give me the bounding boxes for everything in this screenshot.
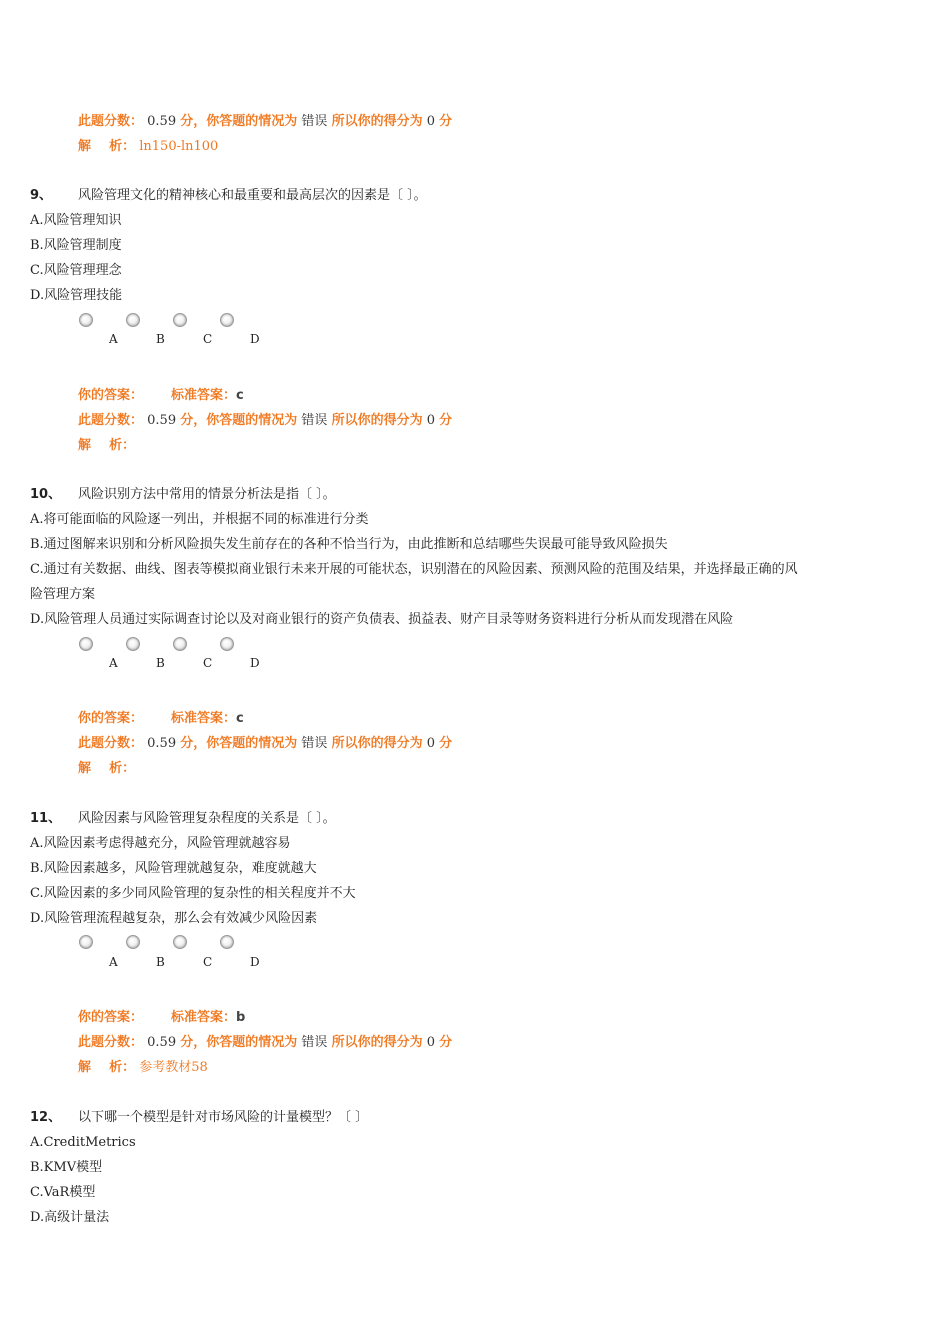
radio-label-d: D (250, 332, 260, 346)
analysis-line: 解 析： (78, 761, 136, 776)
radio-b[interactable] (126, 637, 140, 651)
option: D.高级计量法 (30, 1210, 110, 1225)
radio-c[interactable] (173, 637, 187, 651)
option: A.将可能面临的风险逐一列出，并根据不同的标准进行分类 (30, 512, 369, 527)
option: B.KMV模型 (30, 1160, 103, 1175)
radio-d[interactable] (220, 935, 234, 949)
option: D.风险管理流程越复杂，那么会有效减少风险因素 (30, 911, 318, 926)
question-9 (30, 187, 427, 205)
question-text: 以下哪一个模型是针对市场风险的计量模型？〔 〕 (78, 1110, 369, 1125)
option: A.风险因素考虑得越充分，风险管理就越容易 (30, 836, 291, 851)
answer-line (78, 387, 244, 405)
score-label: 此题分数： (78, 114, 144, 129)
option: B.风险因素越多，风险管理就越复杂，难度就越大 (30, 861, 317, 876)
question-12 (30, 1109, 368, 1127)
situation-value: 错误 (301, 114, 328, 129)
std-answer-label: 标准答案： (171, 388, 237, 403)
your-answer-label: 你的答案： (78, 388, 144, 403)
analysis-line: 解 析： (78, 438, 136, 453)
question-text: 风险识别方法中常用的情景分析法是指〔 〕。 (78, 487, 336, 502)
question-number: 11、 (30, 811, 62, 826)
analysis-line: 解 析： 参考教材58 (78, 1060, 208, 1075)
option: C.通过有关数据、曲线、图表等模拟商业银行未来开展的可能状态，识别潜在的风险因素、预测风险的范围及结果，并选择最正确的风 (30, 562, 798, 577)
answer-line: 你的答案： 标准答案：b (78, 1010, 246, 1025)
option: B.通过图解来识别和分析风险损失发生前存在的各种不恰当行为，由此推断和总结哪些失误最可能导致风险损失 (30, 537, 668, 552)
radio-a[interactable] (79, 935, 93, 949)
analysis-text: ln150-ln100 (139, 139, 219, 154)
option: C.VaR模型 (30, 1185, 96, 1200)
score-line: 此题分数： 0.59 分，你答题的情况为 错误 所以你的得分为 0 分 (78, 736, 453, 751)
score-line: 此题分数： 0.59 分，你答题的情况为 错误 所以你的得分为 0 分 (78, 413, 453, 428)
radio-c[interactable] (173, 935, 187, 949)
result-value: 0 (426, 114, 435, 129)
question-text: 风险管理文化的精神核心和最重要和最高层次的因素是〔 〕。 (78, 188, 427, 203)
radio-b[interactable] (126, 935, 140, 949)
question-number: 10、 (30, 487, 62, 502)
radio-b[interactable] (126, 313, 140, 327)
question-number: 12、 (30, 1110, 62, 1125)
result-unit: 分 (439, 114, 453, 129)
question-11 (30, 810, 336, 828)
option: C.风险管理理念 (30, 263, 122, 278)
radio-label-c: C (203, 332, 213, 346)
option: C.风险因素的多少同风险管理的复杂性的相关程度并不大 (30, 886, 356, 901)
radio-d[interactable] (220, 313, 234, 327)
std-answer-value: c (236, 388, 244, 403)
option: D.风险管理技能 (30, 288, 123, 303)
option: A.CreditMetrics (30, 1135, 136, 1150)
radio-label-a: A (109, 332, 118, 346)
radio-d[interactable] (220, 637, 234, 651)
radio-a[interactable] (79, 637, 93, 651)
score-line: 此题分数： 0.59 分，你答题的情况为 错误 所以你的得分为 0 分 (78, 1035, 453, 1050)
analysis-label: 解 析： (78, 139, 136, 154)
radio-label-b: B (156, 332, 165, 346)
analysis-line (78, 138, 218, 156)
option: B.风险管理制度 (30, 238, 122, 253)
radio-c[interactable] (173, 313, 187, 327)
question-text: 风险因素与风险管理复杂程度的关系是〔 〕。 (78, 811, 336, 826)
answer-line: 你的答案： 标准答案：c (78, 711, 244, 726)
question-10 (30, 486, 336, 504)
option: D.风险管理人员通过实际调查讨论以及对商业银行的资产负债表、损益表、财产目录等财务资料进行分析从而发现潜在风险 (30, 612, 734, 627)
option: A.风险管理知识 (30, 213, 122, 228)
score-value: 0.59 (147, 114, 177, 129)
question-number: 9、 (30, 188, 53, 203)
radio-a[interactable] (79, 313, 93, 327)
result-label: 所以你的得分为 (331, 114, 423, 129)
score-line (78, 113, 452, 131)
situation-label: 分，你答题的情况为 (180, 114, 298, 129)
option-continued: 险管理方案 (30, 587, 96, 602)
